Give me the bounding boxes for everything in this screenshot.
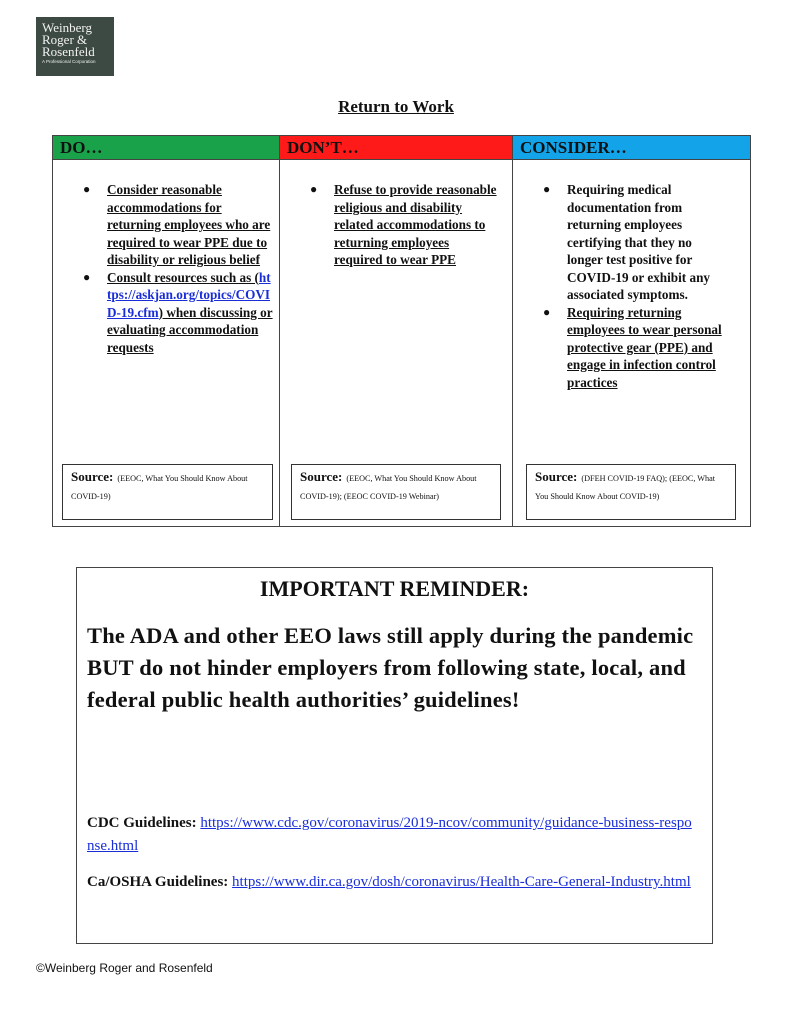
- page-title: Return to Work: [338, 97, 454, 116]
- askjan-link[interactable]: https://askjan.org/topics/COVID-19.cfm: [107, 269, 271, 320]
- do-header: DO…: [53, 136, 279, 160]
- bullet-icon: ●: [543, 304, 551, 319]
- reminder-title: IMPORTANT REMINDER:: [259, 576, 530, 601]
- list-item: [543, 181, 723, 304]
- source-label: Source:: [300, 469, 343, 484]
- consider-item-1-text: Requiring medical documentation from returning employees certifying that they no longer test positive for COVID-19 or exhibit any associated symptoms.: [567, 182, 710, 302]
- cdc-link[interactable]: https://www.cdc.gov/coronavirus/2019-ncov/community/guidance-business-response.html: [87, 815, 692, 854]
- consider-list: [543, 181, 723, 391]
- cdc-label: CDC Guidelines:: [87, 815, 197, 831]
- reminder-body: The ADA and other EEO laws still apply during the pandemic BUT do not hinder employers from following state, local, and federal public health authorities’ guidelines!: [87, 623, 694, 712]
- guidance-table: [52, 135, 751, 527]
- consider-item-2-text: Requiring returning employees to wear personal protective gear (PPE) and engage in infection control practices: [567, 304, 722, 390]
- logo-line-2: Roger &: [42, 32, 88, 47]
- logo-line-3: Rosenfeld: [42, 44, 95, 59]
- company-logo: [36, 17, 114, 76]
- consider-header: CONSIDER…: [513, 136, 750, 160]
- do-list: [83, 181, 273, 356]
- bullet-icon: ●: [83, 182, 91, 196]
- do-item-2-pre: Consult resources such as (: [107, 269, 259, 285]
- osha-label: Ca/OSHA Guidelines:: [87, 874, 229, 890]
- do-source-text: (EEOC, What You Should Know About COVID-19): [71, 474, 248, 501]
- dont-header: DON’T…: [280, 136, 512, 160]
- source-label: Source:: [535, 469, 578, 484]
- dont-column: [280, 136, 513, 526]
- bullet-icon: ●: [310, 182, 318, 196]
- do-item-2-post: ) when discussing or evaluating accommodation requests: [107, 304, 273, 355]
- consider-column: [513, 136, 750, 526]
- do-item-1-text: Consider reasonable accommodations for returning employees who are required to wear PPE due to disability or religious belief: [107, 182, 271, 267]
- important-reminder-box: [76, 567, 713, 944]
- dont-list: [310, 181, 500, 269]
- copyright-footer: ©Weinberg Roger and Rosenfeld: [36, 961, 213, 975]
- osha-guidelines: [87, 871, 697, 894]
- consider-source-text: (DFEH COVID-19 FAQ); (EEOC, What You Should Know About COVID-19): [535, 474, 716, 501]
- dont-item-1-text: Refuse to provide reasonable religious and disability related accommodations to returning employees required to wear PPE: [334, 182, 497, 267]
- logo-tagline: A Professional Corporation: [42, 59, 96, 64]
- do-source-box: [62, 464, 273, 520]
- bullet-icon: ●: [543, 182, 551, 196]
- source-label: Source:: [71, 469, 114, 484]
- dont-source-text: (EEOC, What You Should Know About COVID-19); (EEOC COVID-19 Webinar): [300, 474, 477, 501]
- list-item: [543, 304, 723, 392]
- list-item: [310, 181, 500, 269]
- bullet-icon: ●: [83, 269, 91, 284]
- osha-link[interactable]: https://www.dir.ca.gov/dosh/coronavirus/Health-Care-General-Industry.html: [232, 874, 691, 890]
- list-item: [83, 269, 273, 357]
- cdc-guidelines: [87, 812, 697, 858]
- list-item: [83, 181, 273, 269]
- logo-line-1: Weinberg: [42, 20, 92, 35]
- dont-source-box: [291, 464, 501, 520]
- consider-source-box: [526, 464, 736, 520]
- do-column: [53, 136, 280, 526]
